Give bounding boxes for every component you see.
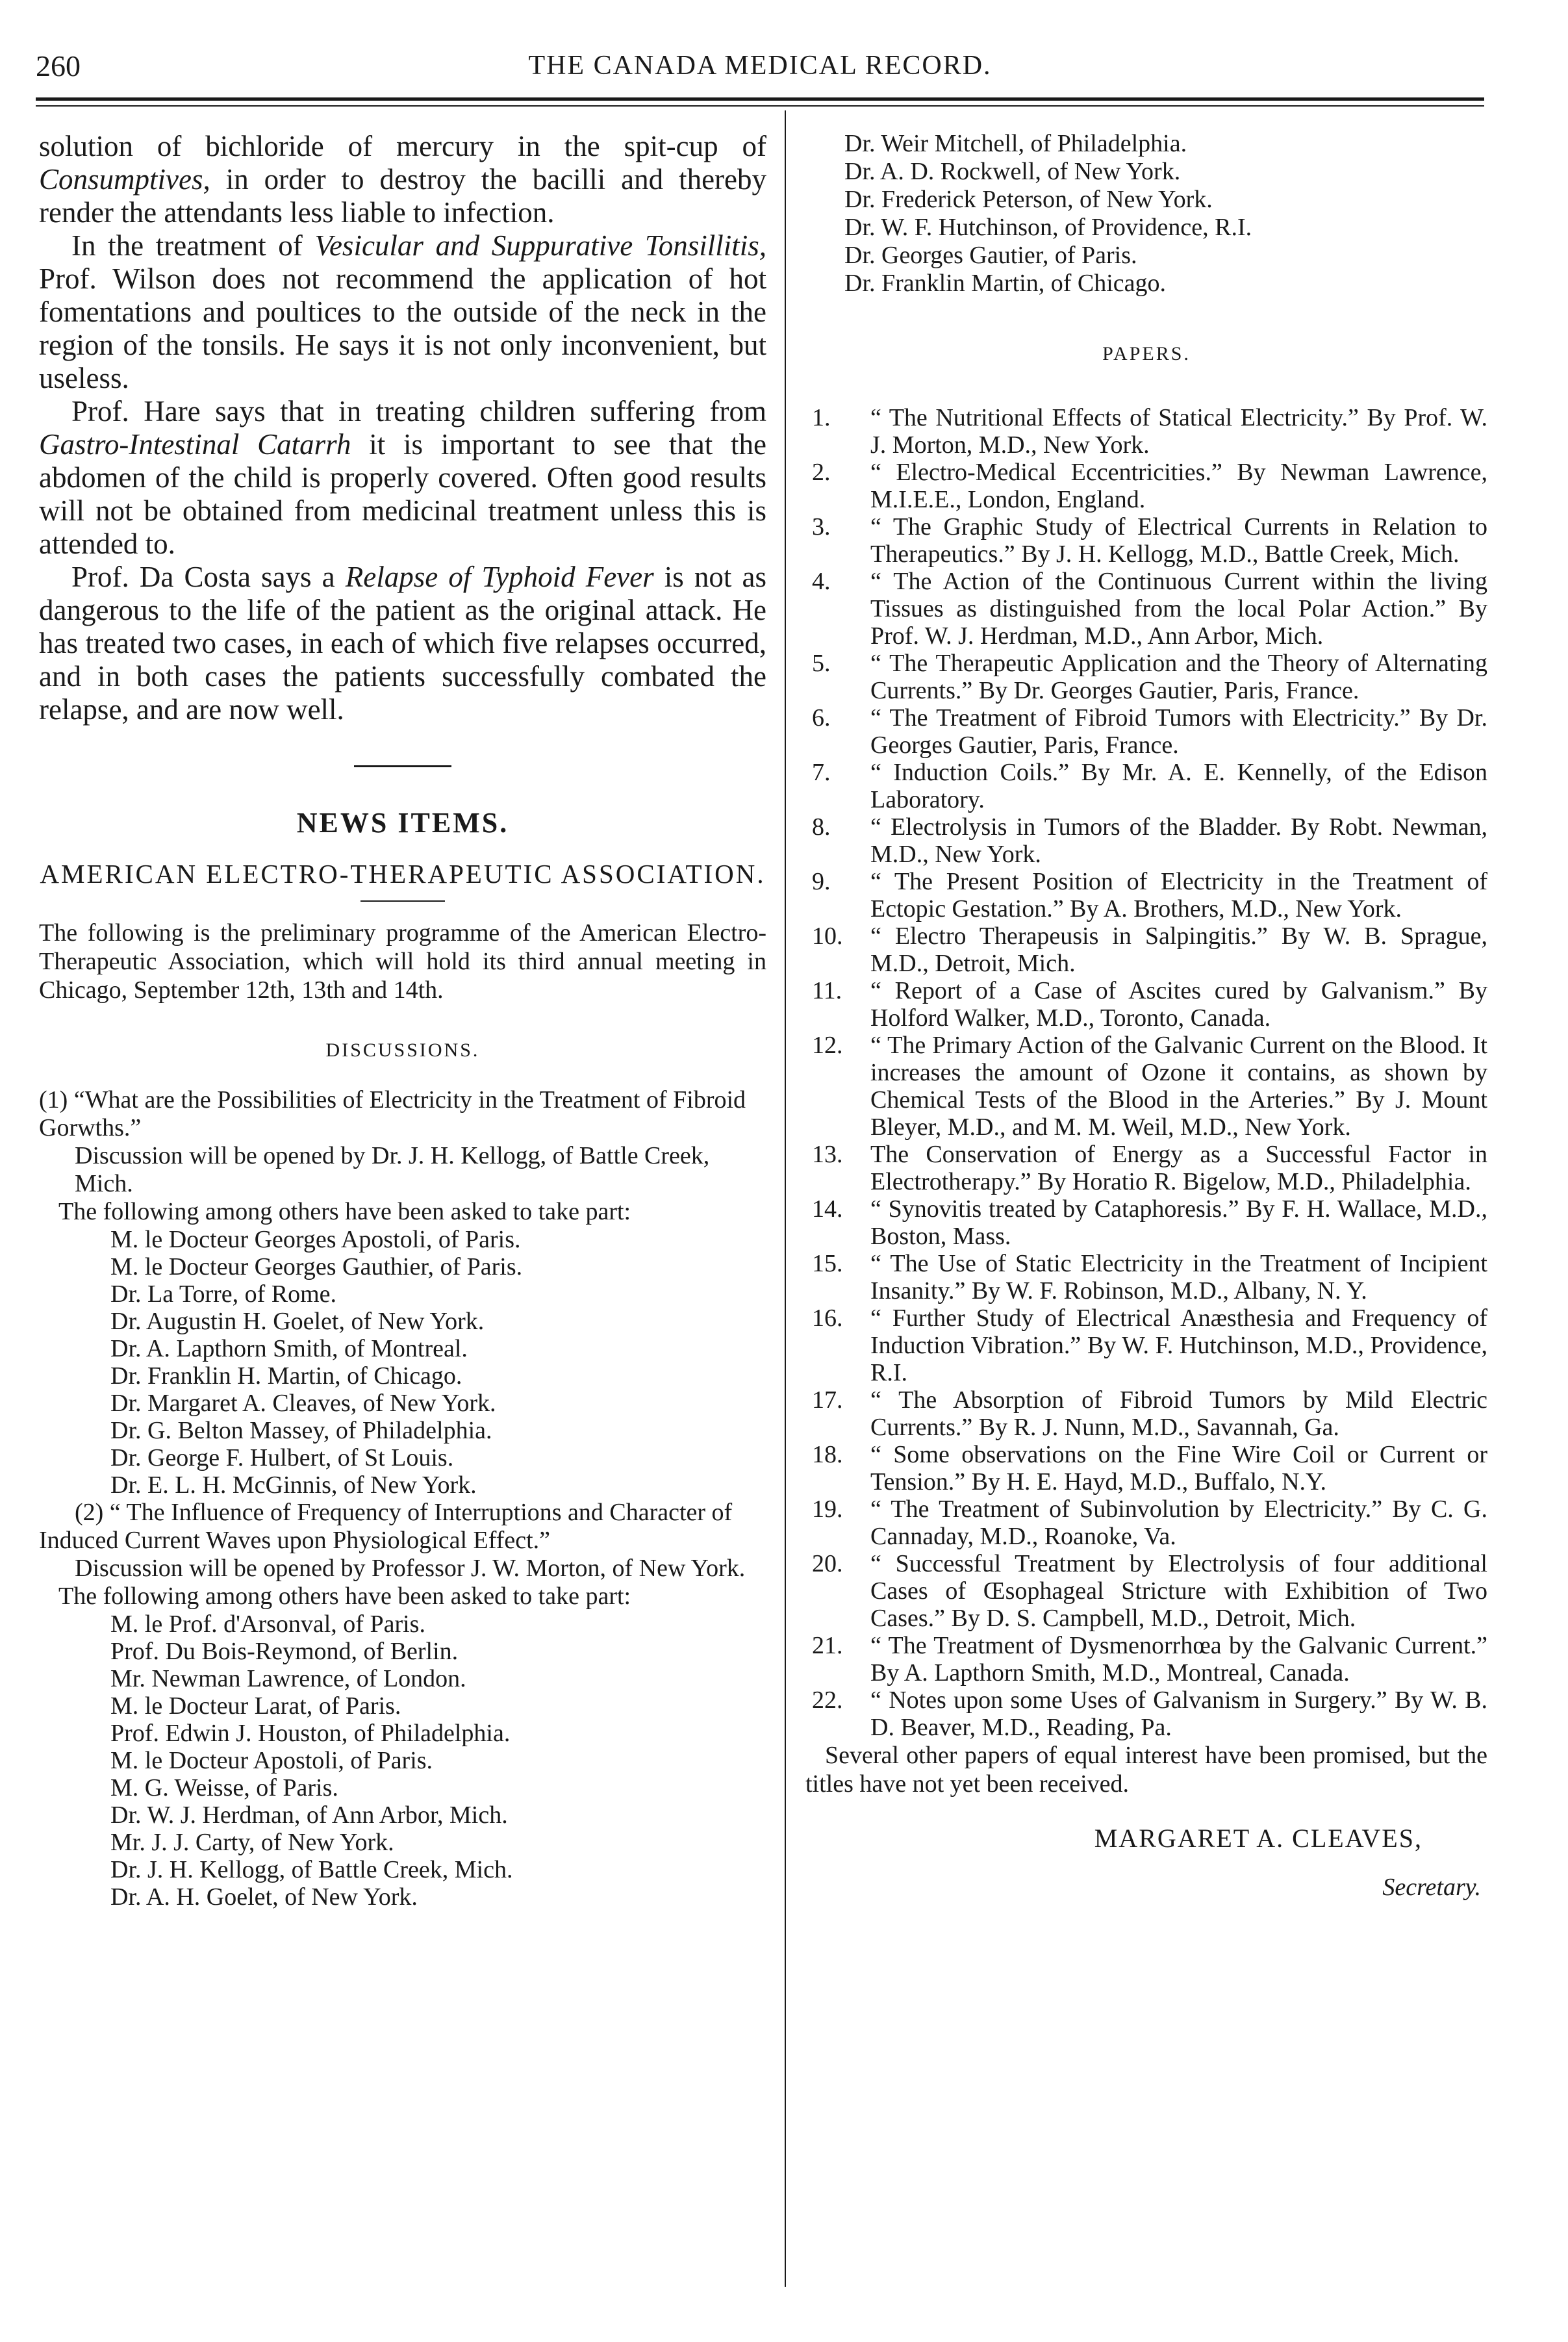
paragraph-typhoid: Prof. Da Costa says a Relapse of Typhoid Fever is not as dangerous to the life of the patient as the original attack. He has treated two cases, in each of which five relapses occurred, and in both cases the patients successfully combated the relapse, and are now well. [39,561,766,726]
column-divider [785,110,786,2287]
running-title: THE CANADA MEDICAL RECORD. [528,51,992,81]
list-item: M. le Docteur Larat, of Paris. [110,1692,401,1720]
signature-role: Secretary. [1382,1874,1481,1901]
papers-heading: PAPERS. [1102,343,1191,364]
list-item: M. G. Weisse, of Paris. [110,1774,338,1801]
closing-note: Several other papers of equal interest have been promised, but the titles have not yet been received. [805,1742,1487,1798]
list-item: Dr. Augustin H. Goelet, of New York. [110,1308,485,1335]
article-continuation [39,130,766,726]
discussion-2-following: The following among others have been asked to take part: [58,1583,631,1610]
list-item: Dr. Franklin H. Martin, of Chicago. [110,1362,462,1390]
list-item: Dr. A. Lapthorn Smith, of Montreal. [110,1335,468,1362]
list-item: 17. “ The Absorption of Fibroid Tumors by Mild Electric Currents.” By R. J. Nunn, M.D., Savannah, Ga. [812,1386,1487,1441]
paragraph-catarrh: Prof. Hare says that in treating children suffering from Gastro-Intestinal Catarrh it is important to see that the abdomen of the child is properly covered. Often good results will not be obtained from medicinal treatment unless this is attended to. [39,395,767,560]
heading-divider [360,900,445,902]
list-item: 22. “ Notes upon some Uses of Galvanism in Surgery.” By W. B. D. Beaver, M.D., Reading, Pa. [812,1686,1487,1741]
list-item: 16. “ Further Study of Electrical Anæsthesia and Frequency of Induction Vibration.” By W. F. Hutchinson, M.D., Providence, R.I. [812,1305,1487,1386]
programme-intro: The following is the preliminary programme of the American Electro-Therapeutic Association, which will hold its third annual meeting in Chicago, September 12th, 13th and 14th. [39,919,766,1004]
discussion-1-participants [39,1226,766,1499]
discussion-2-participants-continued [805,130,1487,298]
list-item: Dr. Weir Mitchell, of Philadelphia. [844,130,1187,157]
list-item: Dr. Franklin Martin, of Chicago. [844,270,1166,297]
list-item: Dr. J. H. Kellogg, of Battle Creek, Mich. [110,1856,513,1883]
list-item: Mr. J. J. Carty, of New York. [110,1829,394,1856]
papers-list [805,404,1487,1741]
left-column [39,130,766,1911]
list-item: Dr. A. D. Rockwell, of New York. [844,158,1181,185]
list-item: 6. “ The Treatment of Fibroid Tumors with Electricity.” By Dr. Georges Gautier, Paris, France. [812,704,1487,759]
list-item: 10. “ Electro Therapeusis in Salpingitis.” By W. B. Sprague, M.D., Detroit, Mich. [812,923,1487,977]
list-item: 9. “ The Present Position of Electricity in the Treatment of Ectopic Gestation.” By A. Brothers, M.D., New York. [812,868,1487,923]
list-item: 12. “ The Primary Action of the Galvanic Current on the Blood. It increases the amount of Ozone it contains, as shown by Chemical Tests of the Blood in the Arteries.” By J. Mount Bleyer, M.D., and M. M. Weil, M.D., New York. [812,1032,1487,1141]
list-item: 18. “ Some observations on the Fine Wire Coil or Current or Tension.” By H. E. Hayd, M.D., Buffalo, N.Y. [812,1441,1487,1496]
discussion-2-participants [39,1610,766,1911]
discussion-2-question: (2) “ The Influence of Frequency of Interruptions and Character of Induced Current Waves upon Physiological Effect.” [39,1499,733,1554]
list-item: Dr. G. Belton Massey, of Philadelphia. [110,1417,492,1444]
page-header [36,36,1484,88]
page-number: 260 [36,49,81,83]
list-item: Dr. George F. Hulbert, of St Louis. [110,1444,454,1471]
list-item: Dr. Margaret A. Cleaves, of New York. [110,1390,496,1417]
list-item: M. le Docteur Georges Gauthier, of Paris. [110,1253,523,1280]
list-item: Dr. W. F. Hutchinson, of Providence, R.I. [844,214,1252,241]
discussion-1-question: (1) “What are the Possibilities of Electricity in the Treatment of Fibroid Gorwths.” [39,1086,746,1141]
list-item: 3. “ The Graphic Study of Electrical Currents in Relation to Therapeutics.” By J. H. Kellogg, M.D., Battle Creek, Mich. [812,513,1487,568]
discussions-heading: DISCUSSIONS. [325,1039,480,1061]
list-item: 13. The Conservation of Energy as a Successful Factor in Electrotherapy.” By Horatio R. Bigelow, M.D., Philadelphia. [812,1141,1487,1195]
list-item: Mr. Newman Lawrence, of London. [110,1665,466,1692]
paragraph-consumptives: solution of bichloride of mercury in the spit-cup of Consumptives, in order to destroy the bacilli and thereby render the attendants less liable to infection. [39,130,766,229]
paragraph-tonsillitis: In the treatment of Vesicular and Suppurative Tonsillitis, Prof. Wilson does not recommend the application of hot fomentations and poultices to the outside of the neck in the region of the tonsils. He says it is not only inconvenient, but useless. [39,229,767,394]
list-item: Dr. La Torre, of Rome. [110,1280,337,1308]
list-item: Dr. E. L. H. McGinnis, of New York. [110,1471,477,1499]
list-item: M. le Docteur Georges Apostoli, of Paris. [110,1226,521,1253]
list-item: 5. “ The Therapeutic Application and the Theory of Alternating Currents.” By Dr. Georges Gautier, Paris, France. [812,650,1487,704]
section-divider [354,765,451,767]
discussion-1-opened: Discussion will be opened by Dr. J. H. Kellogg, of Battle Creek, Mich. [75,1142,710,1197]
list-item: 20. “ Successful Treatment by Electrolysis of four additional Cases of Œsophageal Stricture with Exhibition of Two Cases.” By D. S. Campbell, M.D., Detroit, Mich. [812,1550,1487,1632]
right-column [805,130,1487,1902]
header-rule-thick [36,97,1484,101]
list-item: M. le Prof. d'Arsonval, of Paris. [110,1610,425,1638]
discussion-2-opened: Discussion will be opened by Professor J. W. Morton, of New York. [75,1555,746,1582]
list-item: Dr. Frederick Peterson, of New York. [844,186,1213,213]
news-items-heading: NEWS ITEMS. [296,807,509,839]
list-item: 4. “ The Action of the Continuous Current within the living Tissues as distinguished from the local Polar Action.” By Prof. W. J. Herdman, M.D., Ann Arbor, Mich. [812,568,1487,650]
list-item: Dr. Georges Gautier, of Paris. [844,242,1137,269]
list-item: 11. “ Report of a Case of Ascites cured by Galvanism.” By Holford Walker, M.D., Toronto, Canada. [812,977,1487,1032]
association-heading: AMERICAN ELECTRO-THERAPEUTIC ASSOCIATION. [40,859,766,889]
list-item: Dr. W. J. Herdman, of Ann Arbor, Mich. [110,1801,508,1829]
list-item: Dr. A. H. Goelet, of New York. [110,1883,418,1911]
list-item: 8. “ Electrolysis in Tumors of the Bladder. By Robt. Newman, M.D., New York. [812,813,1487,868]
list-item: 14. “ Synovitis treated by Cataphoresis.” By F. H. Wallace, M.D., Boston, Mass. [812,1195,1487,1250]
list-item: 21. “ The Treatment of Dysmenorrhœa by the Galvanic Current.” By A. Lapthorn Smith, M.D., Montreal, Canada. [812,1632,1487,1686]
list-item: 19. “ The Treatment of Subinvolution by Electricity.” By C. G. Cannaday, M.D., Roanoke, Va. [812,1496,1487,1550]
list-item: 7. “ Induction Coils.” By Mr. A. E. Kennelly, of the Edison Laboratory. [812,759,1487,813]
header-rule-thin [36,105,1484,107]
list-item: Prof. Du Bois-Reymond, of Berlin. [110,1638,459,1665]
list-item: 1. “ The Nutritional Effects of Statical Electricity.” By Prof. W. J. Morton, M.D., New York. [812,404,1487,459]
discussion-1-following: The following among others have been asked to take part: [58,1198,631,1225]
list-item: 15. “ The Use of Static Electricity in the Treatment of Incipient Insanity.” By W. F. Robinson, M.D., Albany, N. Y. [812,1250,1487,1305]
list-item: 2. “ Electro-Medical Eccentricities.” By Newman Lawrence, M.I.E.E., London, England. [812,459,1487,513]
list-item: Prof. Edwin J. Houston, of Philadelphia. [110,1720,511,1747]
signature-name: MARGARET A. CLEAVES, [1094,1824,1423,1853]
list-item: M. le Docteur Apostoli, of Paris. [110,1747,433,1774]
